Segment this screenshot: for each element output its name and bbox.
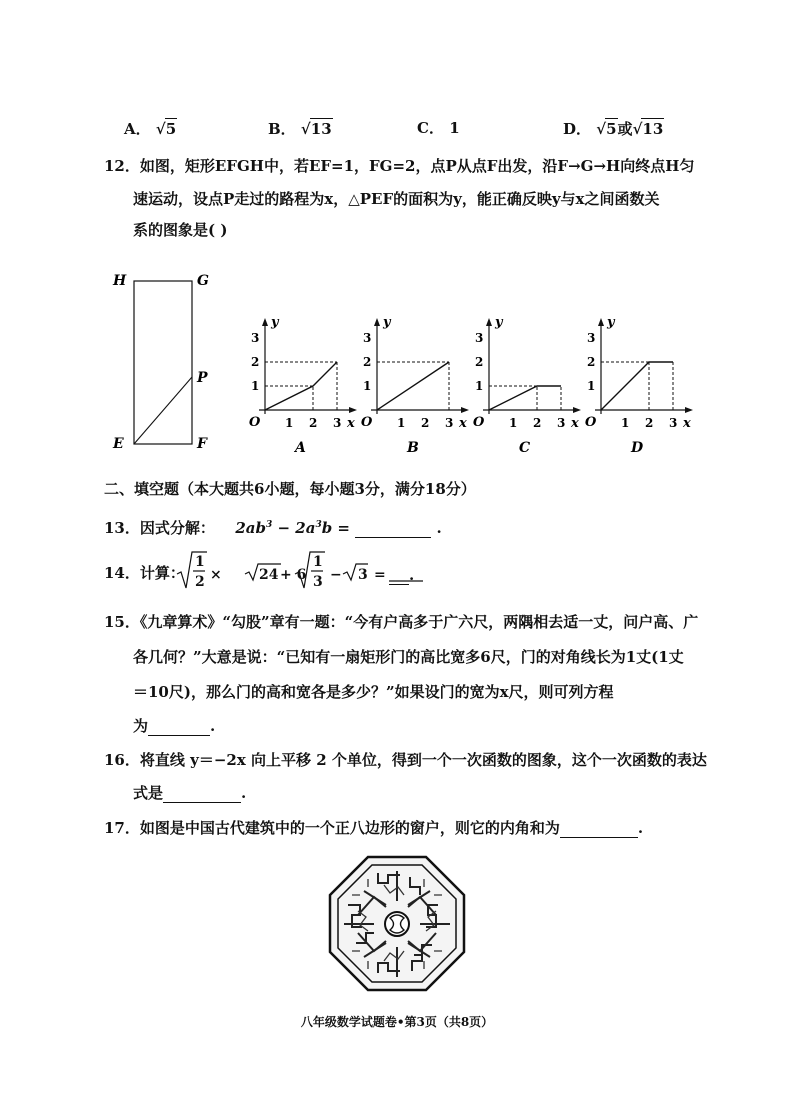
graph-c-x-tick-1: 1	[509, 416, 518, 430]
graph-a-y-tick-3: 3	[251, 331, 260, 345]
graph-d-line	[601, 362, 673, 410]
q13-blank[interactable]	[355, 521, 431, 538]
graph-d-y-tick-2: 2	[587, 355, 596, 369]
svg-text:=: =	[374, 567, 386, 583]
graph-d-x-label: x	[683, 416, 691, 431]
graph-b-x-tick-3: 3	[445, 416, 454, 430]
graph-c-x-label: x	[571, 416, 579, 431]
option-c-content: 1	[449, 119, 460, 137]
graph-c-x-arrow	[573, 407, 581, 413]
graph-c-y-label: y	[495, 315, 503, 330]
q12-graphs	[238, 310, 698, 460]
svg-text:24: 24	[259, 567, 279, 583]
graph-b-y-tick-1: 1	[363, 379, 372, 393]
graph-d-origin: O	[585, 415, 597, 430]
rectangle-efgh-figure	[105, 265, 215, 455]
graph-a-y-tick-2: 2	[251, 355, 260, 369]
graph-d-x-arrow	[685, 407, 693, 413]
svg-text:−: −	[330, 567, 342, 583]
graph-c-x-tick-3: 3	[557, 416, 566, 430]
rectangle-efgh	[134, 281, 192, 444]
graph-a-x-tick-2: 2	[309, 416, 318, 430]
q12-line2: 速运动，设点P走过的路程为x，△PEF的面积为y，能正确反映y与x之间函数关	[133, 190, 660, 208]
q15-line1: 15．《九章算术》“勾股”章有一题：“今有户高多于广六尺，两隅相去适一丈，问户高、广	[104, 613, 699, 631]
page-footer: 八年级数学试题卷•第3页（共8页）	[300, 1015, 494, 1029]
graph-b-line	[377, 362, 449, 410]
q14-expression	[175, 548, 425, 594]
option-d-letter: D．	[563, 120, 592, 138]
svg-text:1: 1	[195, 554, 205, 570]
graph-b-x-tick-1: 1	[397, 416, 406, 430]
svg-text:3: 3	[358, 567, 368, 583]
svg-text:1: 1	[313, 554, 323, 570]
q16-line1: 16．将直线 y＝−2x 向上平移 2 个单位，得到一个一次函数的图象，这个一次函数的表达	[104, 751, 707, 769]
label-p: P	[197, 370, 208, 386]
graph-a-y-arrow	[262, 318, 268, 326]
option-b-letter: B．	[268, 120, 296, 138]
graph-c-origin: O	[473, 415, 485, 430]
graph-d-y-tick-3: 3	[587, 331, 596, 345]
graph-c-caption: C	[519, 440, 531, 456]
option-a-letter: A．	[124, 120, 151, 138]
graph-c-y-tick-1: 1	[475, 379, 484, 393]
graph-d-caption: D	[631, 440, 644, 456]
graph-a-x-arrow	[349, 407, 357, 413]
q15-blank[interactable]	[148, 719, 210, 736]
graph-d-x-tick-1: 1	[621, 416, 630, 430]
option-b: B． √13	[268, 120, 332, 138]
graph-d-y-label: y	[607, 315, 615, 330]
segment-ep	[134, 377, 192, 444]
q16-blank[interactable]	[163, 786, 241, 803]
option-a: A． √5	[124, 120, 177, 138]
graph-a-caption: A	[295, 440, 306, 456]
svg-text:2: 2	[195, 574, 205, 590]
graph-b-x-label: x	[459, 416, 467, 431]
svg-text:+ 6: + 6	[280, 567, 307, 583]
label-g: G	[197, 273, 209, 289]
graph-a-y-tick-1: 1	[251, 379, 260, 393]
graph-a-x-label: x	[347, 416, 355, 431]
graph-a-x-tick-1: 1	[285, 416, 294, 430]
graph-d-y-arrow	[598, 318, 604, 326]
graph-b-x-arrow	[461, 407, 469, 413]
q12-line1: 12．如图，矩形EFGH中，若EF=1，FG=2，点P从点F出发，沿F→G→H向终点H匀	[104, 157, 695, 175]
graph-b-y-tick-3: 3	[363, 331, 372, 345]
graph-b-origin: O	[361, 415, 373, 430]
octagon-window-image	[328, 855, 466, 992]
option-c-letter: C．	[417, 119, 444, 137]
svg-text:×: ×	[210, 567, 222, 583]
q15-line4: 为 .	[133, 717, 216, 735]
graph-d-x-tick-3: 3	[669, 416, 678, 430]
graph-a-x-tick-3: 3	[333, 416, 342, 430]
graph-b-y-tick-2: 2	[363, 355, 372, 369]
graph-d-x-tick-2: 2	[645, 416, 654, 430]
graph-d-y-tick-1: 1	[587, 379, 596, 393]
svg-text:3: 3	[313, 574, 323, 590]
q14-blank-tail[interactable]: .	[389, 565, 414, 585]
graph-b-y-label: y	[383, 315, 391, 330]
graph-b-x-tick-2: 2	[421, 416, 430, 430]
graph-c-line	[489, 386, 561, 410]
graph-a-y-label: y	[271, 315, 279, 330]
q13: 13．因式分解： $2ab^3 - 2a^3b$ = .	[104, 519, 442, 537]
graph-c-y-arrow	[486, 318, 492, 326]
q17: 17．如图是中国古代建筑中的一个正八边形的窗户，则它的内角和为 .	[104, 819, 644, 837]
graph-b-y-arrow	[374, 318, 380, 326]
section-2-heading: 二、填空题（本大题共6小题，每小题3分，满分18分）	[104, 480, 476, 498]
graph-c-y-tick-2: 2	[475, 355, 484, 369]
graph-c-y-tick-3: 3	[475, 331, 484, 345]
label-h: H	[113, 273, 127, 289]
option-c	[417, 118, 460, 138]
q16-line2: 式是 .	[133, 784, 247, 802]
q12-line3: 系的图象是( )	[133, 221, 228, 239]
graph-b-caption: B	[407, 440, 419, 456]
graph-c-x-tick-2: 2	[533, 416, 542, 430]
q17-blank[interactable]	[560, 821, 638, 838]
label-f: F	[197, 436, 207, 452]
q15-line3: ＝10尺)，那么门的高和宽各是多少？”如果设门的宽为x尺，则可列方程	[133, 683, 614, 701]
graph-a-origin: O	[249, 415, 261, 430]
q14: 14．计算：	[104, 564, 185, 582]
q15-line2: 各几何？”大意是说：“已知有一扇矩形门的高比宽多6尺，门的对角线长为1丈(1丈	[133, 648, 684, 666]
label-e: E	[113, 436, 124, 452]
option-d: D． √5或√13	[563, 120, 664, 138]
